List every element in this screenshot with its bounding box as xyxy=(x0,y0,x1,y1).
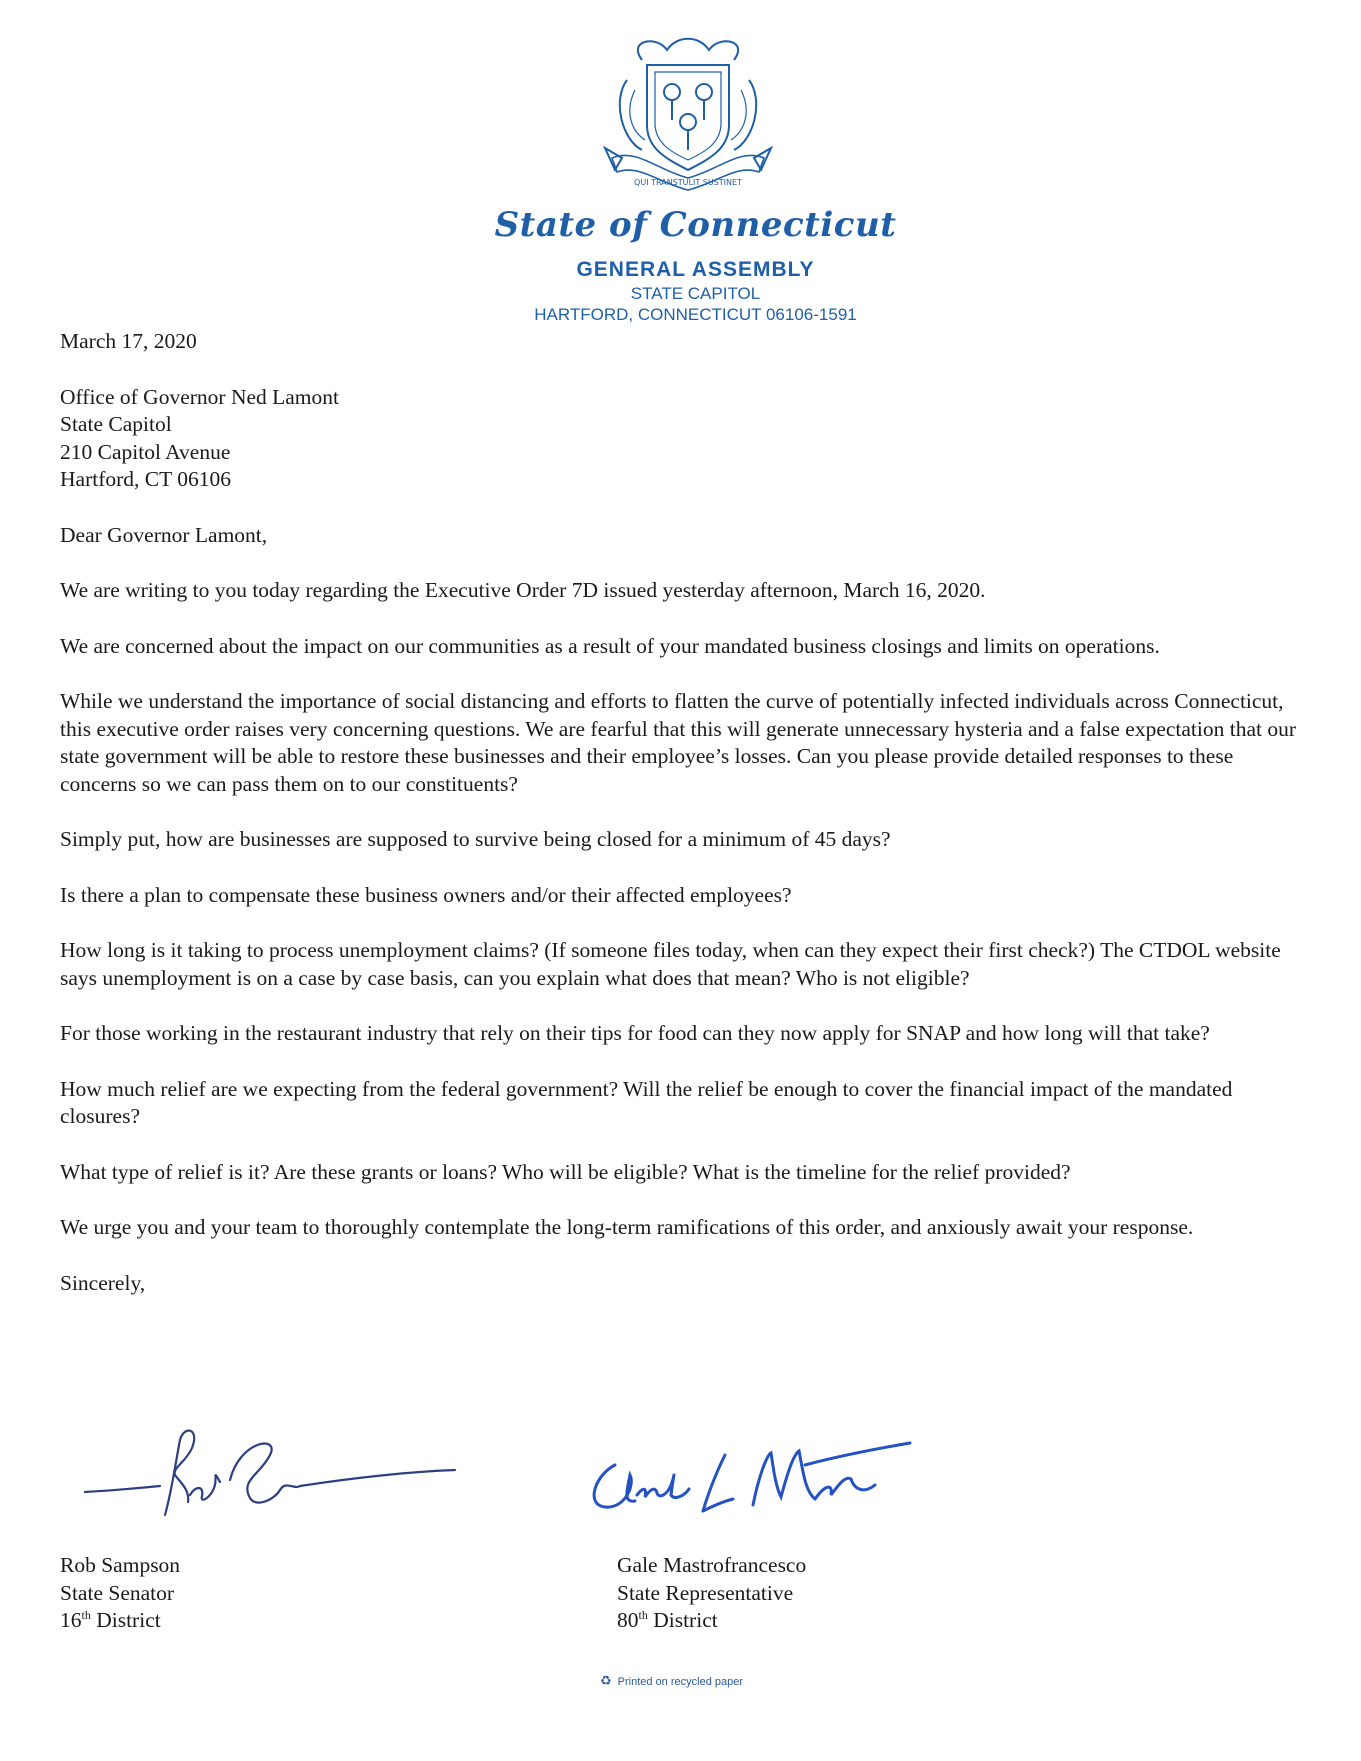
recipient-line: Office of Governor Ned Lamont xyxy=(60,384,340,409)
letterhead-capitol: STATE CAPITOL xyxy=(630,284,761,303)
body-paragraph: For those working in the restaurant industry that rely on their tips for food can they now apply for SNAP and how long will that take? xyxy=(60,1021,1210,1045)
recipient-line: Hartford, CT 06106 xyxy=(60,467,231,491)
signer-name: Rob Sampson xyxy=(60,1553,181,1577)
seal-motto: QUI TRANSTULIT SUSTINET xyxy=(634,178,742,187)
signer-district: 16th District xyxy=(60,1607,161,1632)
letter-body xyxy=(60,328,1310,1325)
signer-name: Gale Mastrofrancesco xyxy=(617,1553,807,1577)
recipient-line: 210 Capitol Avenue xyxy=(60,439,231,464)
body-paragraph: We are writing to you today regarding the Executive Order 7D issued yesterday afternoon, March 16, 2020. xyxy=(60,578,986,602)
letterhead-city: HARTFORD, CONNECTICUT 06106-1591 xyxy=(534,305,857,324)
body-paragraph: Simply put, how are businesses are supposed to survive being closed for a minimum of 45 days? xyxy=(60,827,891,851)
letterhead-state-name: State of Connecticut xyxy=(494,205,897,245)
body-paragraph: How much relief are we expecting from the federal government? Will the relief be enough to cover the financial impact of the mandated closures? xyxy=(60,1076,1233,1128)
signer-block-sampson xyxy=(60,1552,180,1635)
recipient-address xyxy=(60,384,1310,494)
body-paragraph: Is there a plan to compensate these business owners and/or their affected employees? xyxy=(60,882,792,907)
signature-rob-sampson xyxy=(80,1420,460,1530)
signer-title: State Representative xyxy=(617,1580,794,1605)
letterhead-assembly: GENERAL ASSEMBLY xyxy=(576,258,815,281)
body-paragraph: How long is it taking to process unemployment claims? (If someone files today, when can they expect their first check?) The CTDOL website says unemployment is on a case by case basis, can you explain what does that mean? Who is not eligible? xyxy=(60,938,1281,990)
letter-date: March 17, 2020 xyxy=(60,329,197,353)
state-seal-icon xyxy=(597,30,779,202)
signer-district: 80th District xyxy=(617,1607,718,1632)
body-paragraph: What type of relief is it? Are these grants or loans? Who will be eligible? What is the timeline for the relief provided? xyxy=(60,1159,1071,1184)
body-paragraph: We urge you and your team to thoroughly contemplate the long-term ramifications of this order, and anxiously await your response. xyxy=(60,1215,1194,1239)
body-paragraph: While we understand the importance of social distancing and efforts to flatten the curve of potentially infected individuals across Connecticut, this executive order raises very concerning questions. We are fearful that this will generate unnecessary hysteria and a false expectation that our state government will be able to restore these businesses and their employee’s losses. Can you please provide detailed responses to these concerns so we can pass them on to our constituents? xyxy=(60,689,1297,796)
recycled-text: Printed on recycled paper xyxy=(617,1676,744,1688)
closing: Sincerely, xyxy=(60,1270,146,1295)
recycled-paper-note xyxy=(600,1673,743,1689)
recycle-icon: ♻ xyxy=(600,1673,612,1688)
signer-block-mastrofrancesco xyxy=(617,1552,806,1635)
body-paragraph: We are concerned about the impact on our communities as a result of your mandated business closings and limits on operations. xyxy=(60,633,1160,658)
salutation: Dear Governor Lamont, xyxy=(60,522,268,547)
signature-gale-mastrofrancesco xyxy=(575,1435,915,1525)
signer-title: State Senator xyxy=(60,1580,175,1605)
recipient-line: State Capitol xyxy=(60,412,172,436)
